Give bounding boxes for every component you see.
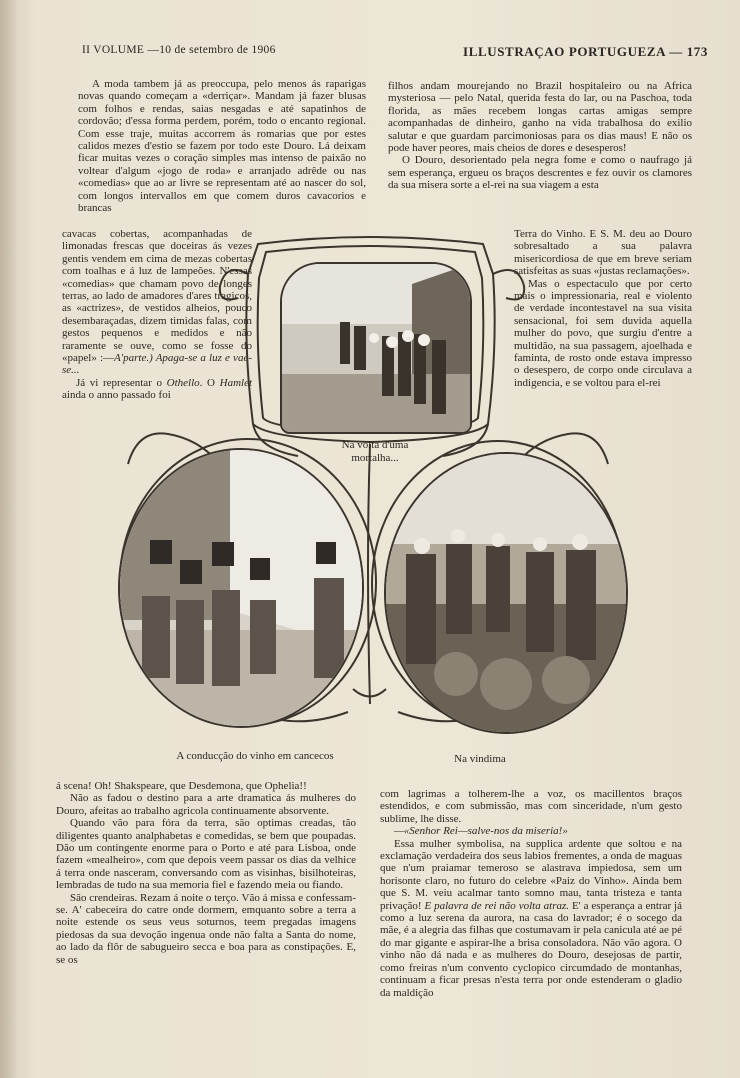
paragraph: cavacas cobertas, acompanhadas de limonadas frescas que doceiras ás vezes gentis vendem em cima de mezas cobertas com toalhas e á luz de lampeões. N'essas «comedias» que chamam povo de longes terras, ao lado de amadores d'ares tragicos, as «actrizes», de vestidos alheios, pouco desembaraçadas, dizem timidas falas, com gestos pequenos e medidos e não raramente se ouve, como se fosse do «papel» :—A'parte.) Apaga-se a luz e vae-se... — [62, 228, 252, 377]
paragraph: Não as fadou o destino para a arte dramatica ás mulheres do Douro, afeitas ao trabalho agricola continuamente absorvente. — [56, 792, 356, 817]
bottom-right-column — [380, 788, 682, 999]
photo-carrying-wine — [118, 448, 364, 728]
paragraph: São crendeiras. Rezam á noite o terço. Vão á missa e confessam-se. A' cabeceira do catre onde dormem, emquanto sobre a terra a noite estende os seus veus soturnos, teem pregadas imagens piedosas da sua devoção ingenua onde não falta a Santa do nome, ao lado da flôr de sabugueiro secca e boa para as constipações. E, se os — [56, 891, 356, 966]
paragraph: Essa mulher symbolisa, na supplica ardente que soltou e na exclamação verdadeira dos seus labios frementes, a onda de maguas que n'um praiamar temeroso se alastrava impiedosa, sem um horisonte claro, no futuro do celebre «Paiz do Vinho». Ainda bem que S. M. veiu acalmar tanto somno mau, tanta tristeza e tanta privação! E palavra de rei não volta atraz. E' a esperança a entrar já como a luz serena da aurora, na casa do lavrador; é o socego da mãe, é a alegria das filhas que costumavam ir pela canicula até ae pé do mar gigante e aspirar-lhe a brisa consoladora. Não vão agora. O vinho não dá nada e as mulheres do Douro, desejosas de partir, como freiras n'um convento cyclopico circumdado de montanhas, continuam a ficar presas n'esta terra por onde estenderam o gladio da maldição — [380, 837, 682, 999]
paragraph: com lagrimas a tolherem-lhe a voz, os macillentos braços estendidos, e com submissão, mas com sinceridade, n'um gesto sublime, lhe disse. — [380, 788, 682, 825]
photo-grape-harvest — [384, 452, 628, 734]
page-header — [82, 44, 708, 62]
paragraph: Quando vão para fóra da terra, são optimas creadas, tão diligentes quanto analphabetas e comedidas, se bem que poupadas. Dão um contingente enorme para o Porto e até para Lisboa, onde fazem «mealheiro», com que depois veem passar os dias da velhice á terra onde nasceram, conversando com as visinhas, bisilhoteiras, lembradas de tudo na sua memoria fiel e fazendo meia ou fiando. — [56, 817, 356, 892]
header-magazine-title: ILLUSTRAÇAO PORTUGUEZA — 173 — [463, 44, 708, 59]
caption-harvest: Na vindima — [454, 753, 506, 765]
page-fold-shadow — [0, 0, 18, 1078]
top-left-column — [78, 78, 366, 214]
paragraph: filhos andam mourejando no Brazil hospitaleiro ou na Africa mysteriosa — pelo Natal, querida festa do lar, ou na Paschoa, toda florida, as mães recebem longas cartas amigas sempre acompanhadas de dinheiro, ganho na vida trabalhosa do exilio salutar e que guardam parcimoniosas para os dias maus! E não os pode haver peores, mais cheios de dores e desesperos! — [388, 80, 692, 155]
caption-funeral: Na volta d'uma mortalha... — [341, 439, 409, 464]
bottom-left-column — [56, 780, 356, 966]
paragraph: Já vi representar o Othello. O Hamlet ainda o anno passado foi — [62, 376, 253, 402]
paragraph: Terra do Vinho. E S. M. deu ao Douro sobresaltado a sua palavra misericordiosa de que em breve seriam satisfeitas as suas «justas reclamações». — [514, 228, 692, 278]
paragraph: á scena! Oh! Shakspeare, que Desdemona, que Ophelia!! — [56, 780, 307, 792]
paragraph: Mas o espectaculo que por certo mais o impressionaria, real e violento de verdade incontestavel na sua visita sensacional, foi sem duvida aquella mulher do povo, que surgiu d'entre a multidão, na sua passagem, ajoelhada e faminta, de rosto onde estava impresso o desespero, de corpo onde circulava a indigencia, e se voltou para el-rei — [514, 277, 692, 389]
header-volume-date: II VOLUME —10 de setembro de 1906 — [82, 44, 276, 56]
top-right-column — [388, 80, 692, 192]
paragraph: O Douro, desorientado pela negra fome e como o naufrago já sem esperança, ergueu os braços descrentes e fez ouvir os clamores da sua misera sorte a el-rei na sua viagem a esta — [388, 154, 692, 192]
caption-wine-transport: A conducção do vinho em cancecos — [176, 750, 334, 762]
paragraph: —«Senhor Rei—salve-nos da miseria!» — [394, 825, 568, 838]
paragraph: A moda tambem já as preoccupa, pelo menos ás raparigas novas quando começam a «derriçar». Mandam já fazer blusas com folhos e rendas, saias nesgadas e até sapatinhos de cordovão; d'essa forma perdem, porém, todo o encanto regional. Com esse traje, muitas accorrem ás romarias que por estes calidos mezes d'estio se fazem por todo este Douro. Lá deixam ficar muitas vezes o coração simples mas intenso de paixão no voltear d'algum «jogo de roda» e arranjado adrêde ou nas «comedias» que ao ar livre se representam até ao nascer do sol, com longos intervallos em que comem duros cavacorios e brancas — [78, 78, 366, 215]
photo-funeral-procession — [280, 262, 472, 434]
